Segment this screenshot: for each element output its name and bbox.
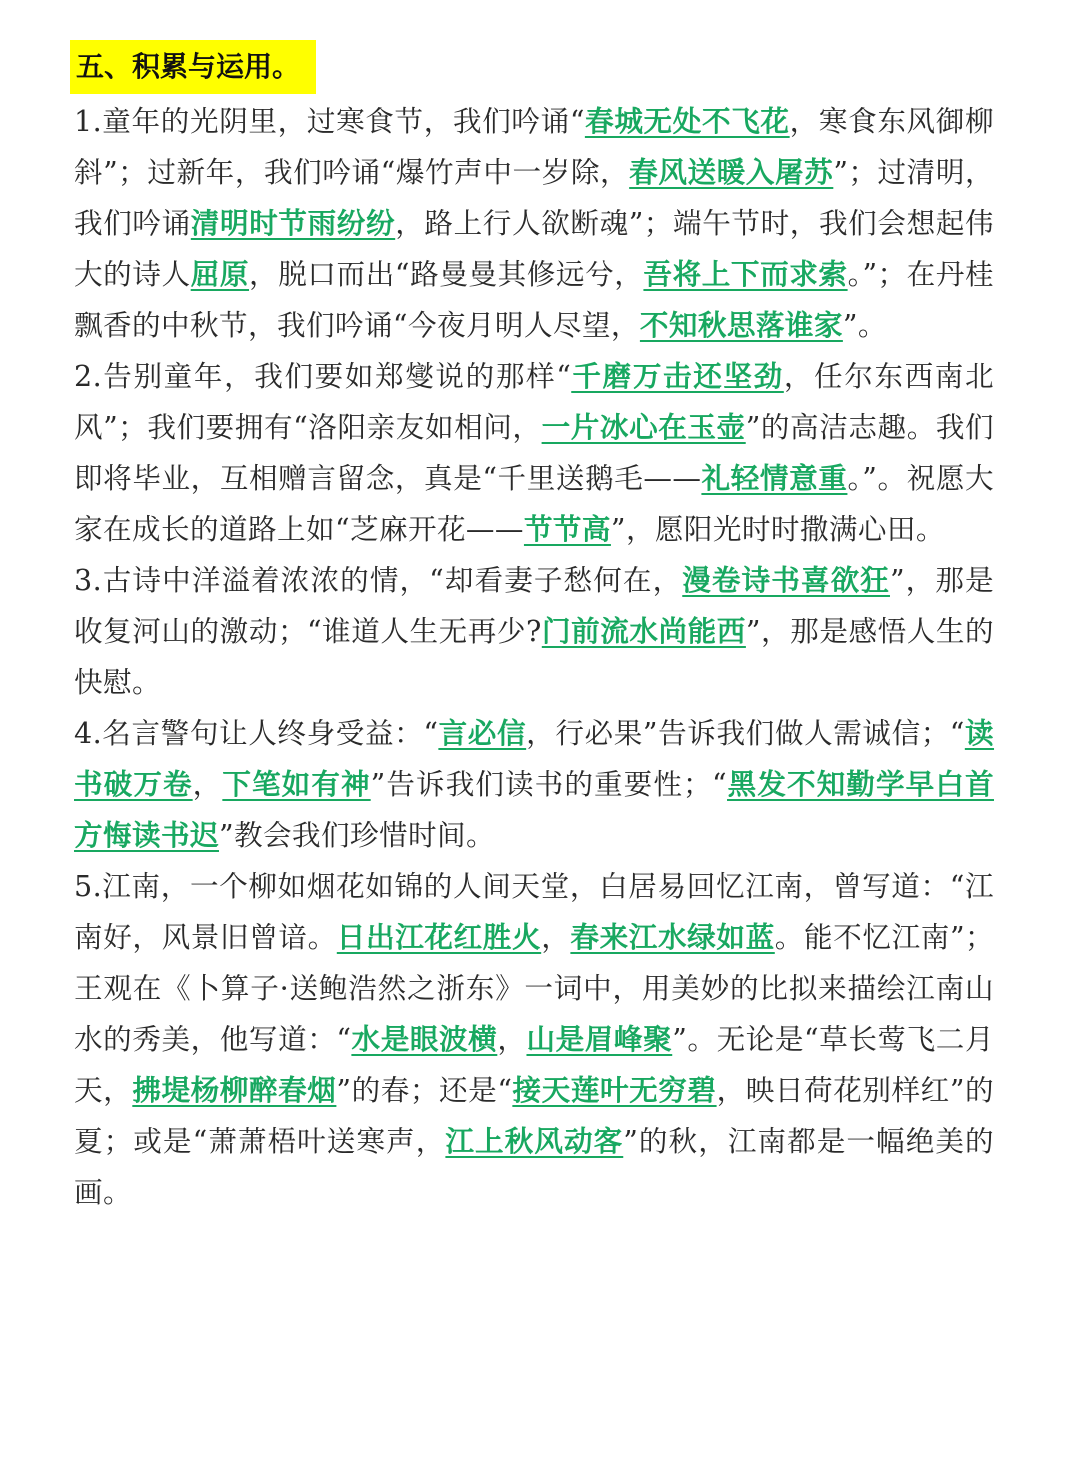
answer-text: 清明时节雨纷纷 [190, 206, 396, 240]
question-text: ， [192, 767, 223, 801]
answer-text: 春来江水绿如蓝 [570, 920, 775, 954]
answer-text: 言必信 [438, 716, 527, 750]
question-text: 2.告别童年，我们要如郑燮说的那样“ [74, 359, 572, 393]
question-text: 。能不忆江南”；王观在《卜算子·送鲍浩然之浙东》一词中，用美妙的比拟来描绘江南山水的秀美，他写道：“ [74, 920, 994, 1056]
question-text: ，行必果”告诉我们做人需诚信；“ [526, 716, 965, 750]
question-text: ，路上行人欲断魂”；端午节时，我们会想起伟大的诗人 [74, 206, 994, 291]
question-text: ”教会我们珍惜时间。 [218, 818, 495, 852]
question-text: 3.古诗中洋溢着浓浓的情，“却看妻子愁何在， [74, 563, 683, 597]
question-text: ”。无论是“草长莺飞二月天， [74, 1022, 994, 1107]
answer-text: 拂堤杨柳醉春烟 [132, 1073, 337, 1107]
exercise-item-1 [74, 96, 994, 351]
answer-text: 漫卷诗书喜欲狂 [682, 563, 890, 597]
question-text: ”的高洁志趣。我们即将毕业，互相赠言留念，真是“千里送鹅毛—— [74, 410, 995, 495]
answer-text: 黑发不知勤学早白首方悔读书迟 [74, 767, 994, 852]
section-title: 五、积累与运用。 [70, 40, 316, 94]
exercise-item-4 [74, 708, 994, 861]
question-text: 。”。祝愿大家在成长的道路上如“芝麻开花—— [74, 461, 995, 546]
question-text: ， [541, 920, 571, 954]
answer-text: 门前流水尚能西 [541, 614, 746, 648]
question-text: ”；过清明，我们吟诵 [74, 155, 994, 240]
exercise-item-5 [74, 861, 994, 1218]
question-text: ”，那是感悟人生的快慰。 [74, 614, 994, 699]
question-text: ”的春；还是“ [336, 1073, 513, 1107]
question-text: ，映日荷花别样红”的夏；或是“萧萧梧叶送寒声， [74, 1073, 994, 1158]
question-text: ”的秋，江南都是一幅绝美的画。 [74, 1124, 994, 1209]
answer-text: 千磨万击还坚劲 [571, 359, 784, 393]
exercise-content [74, 96, 994, 1218]
answer-text: 吾将上下而求索 [643, 257, 848, 291]
answer-text: 礼轻情意重 [701, 461, 848, 495]
answer-text: 一片冰心在玉壶 [541, 410, 746, 444]
answer-text: 水是眼波横 [351, 1022, 498, 1056]
answer-text: 江上秋风动客 [445, 1124, 624, 1158]
question-text: ， [497, 1022, 527, 1056]
answer-text: 节节高 [523, 512, 611, 546]
question-text: ”告诉我们读书的重要性；“ [370, 767, 728, 801]
answer-text: 山是眉峰聚 [526, 1022, 673, 1056]
question-text: ，寒食东风御柳斜”；过新年，我们吟诵“爆竹声中一岁除， [74, 104, 994, 189]
answer-text: 读书破万卷 [74, 716, 995, 801]
question-text: 5.江南，一个柳如烟花如锦的人间天堂，白居易回忆江南，曾写道：“江南好，风景旧曾谙。 [74, 869, 994, 954]
answer-text: 下笔如有神 [222, 767, 371, 801]
answer-text: 屈原 [190, 257, 250, 291]
answer-text: 接天莲叶无穷碧 [512, 1073, 717, 1107]
question-text: 。”；在丹桂飘香的中秋节，我们吟诵“今夜月明人尽望， [74, 257, 994, 342]
question-text: ，脱口而出“路曼曼其修远兮， [249, 257, 644, 291]
question-text: 1.童年的光阴里，过寒食节，我们吟诵“ [74, 104, 585, 138]
question-text: ”。 [842, 308, 887, 342]
question-text: ，任尔东西南北风”；我们要拥有“洛阳亲友如相问， [74, 359, 994, 444]
answer-text: 春风送暖入屠苏 [629, 155, 834, 189]
answer-text: 不知秋思落谁家 [639, 308, 843, 342]
question-text: ”，那是收复河山的激动；“谁道人生无再少? [74, 563, 995, 648]
question-text: ”，愿阳光时时撒满心田。 [610, 512, 945, 546]
question-text: 4.名言警句让人终身受益：“ [74, 716, 439, 750]
exercise-item-3 [74, 555, 994, 708]
answer-text: 春城无处不飞花 [584, 104, 790, 138]
answer-text: 日出江花红胜火 [336, 920, 542, 954]
exercise-item-2 [74, 351, 994, 555]
